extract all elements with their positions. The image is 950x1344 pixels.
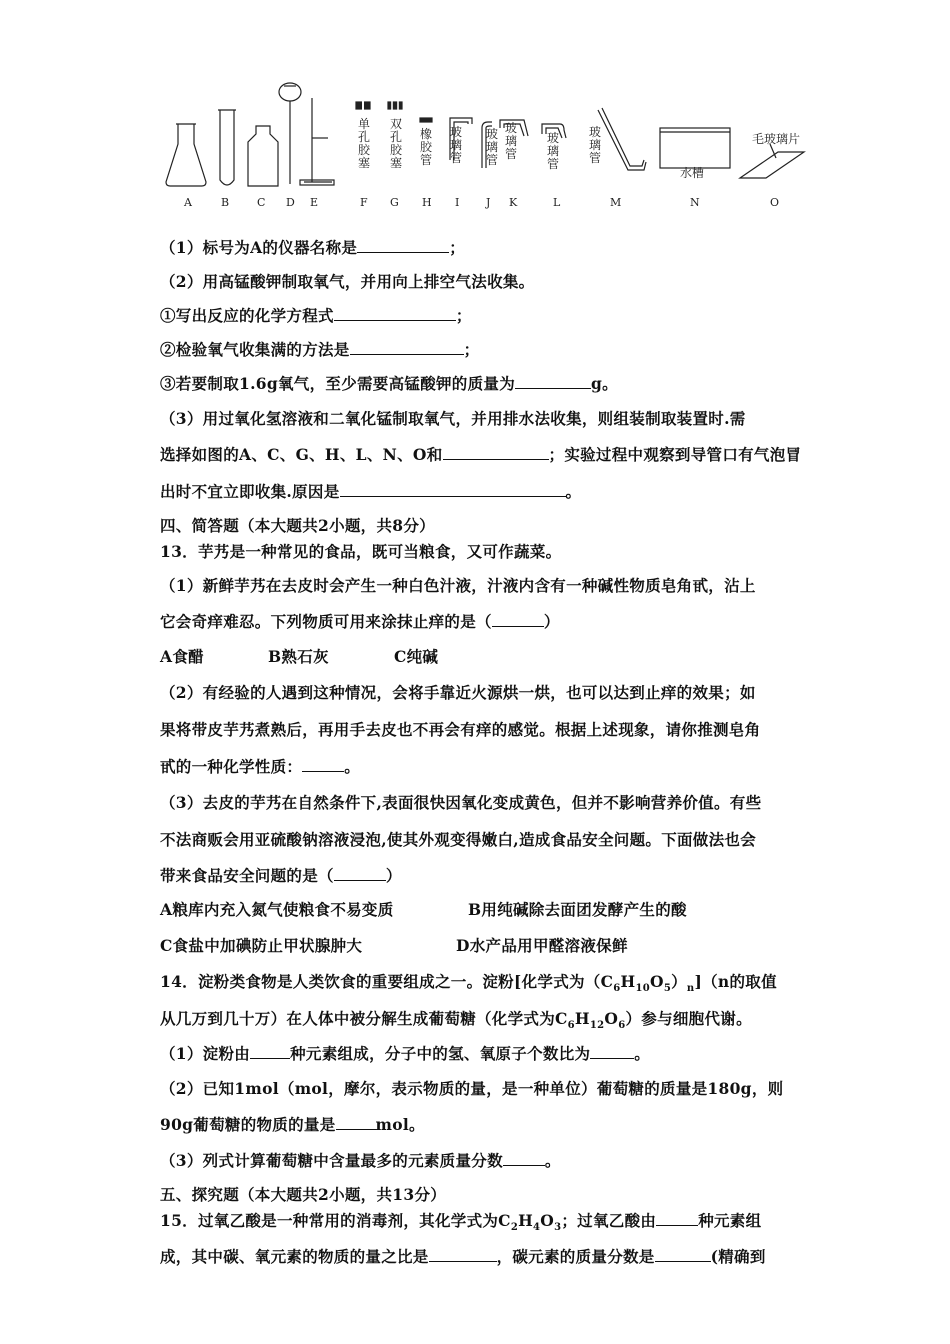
q14-part3: （3）列式计算葡萄糖中含量最多的元素质量分数 。 bbox=[160, 1151, 561, 1170]
answer-blank[interactable] bbox=[429, 1247, 497, 1262]
letter-g: G bbox=[390, 196, 399, 209]
q13-part3-options-cd bbox=[160, 934, 628, 956]
section5-title: 五、探究题（本大题共2小题，共13分） bbox=[160, 1185, 447, 1204]
answer-blank[interactable] bbox=[656, 1211, 698, 1226]
answer-blank[interactable] bbox=[334, 866, 386, 881]
letter-d: D bbox=[286, 196, 295, 209]
label-f: 单孔胶塞 bbox=[357, 117, 370, 170]
q15-line2: 成，其中碳、氧元素的物质的量之比是 ，碳元素的质量分数是 (精确到 bbox=[160, 1247, 766, 1266]
letter-c: C bbox=[257, 196, 266, 209]
single-hole-stopper-icon bbox=[356, 96, 370, 112]
ground-glass-plate-icon bbox=[740, 144, 804, 178]
letter-m: M bbox=[610, 196, 622, 209]
option-b[interactable]: B熟石灰 bbox=[268, 647, 329, 666]
label-g: 双孔胶塞 bbox=[389, 117, 402, 170]
iron-stand-icon bbox=[300, 98, 334, 185]
label-h: 橡胶管 bbox=[419, 127, 432, 167]
q12-part2c: ③若要制取1.6g氧气，至少需要高锰酸钾的质量为 g。 bbox=[160, 374, 618, 393]
label-i: 玻璃管 bbox=[449, 125, 462, 165]
answer-blank[interactable] bbox=[350, 340, 464, 355]
answer-blank[interactable] bbox=[492, 612, 544, 627]
q12-part3-line3: 出时不宜立即收集.原因是 。 bbox=[160, 482, 582, 501]
option-a[interactable]: A粮库内充入氮气使粮食不易变质 bbox=[160, 900, 394, 919]
q13-part3-line3: 带来食品安全问题的是（ ） bbox=[160, 866, 402, 885]
answer-blank[interactable] bbox=[250, 1044, 290, 1059]
q13-part1-line2: 它会奇痒难忍。下列物质可用来涂抹止痒的是（ ） bbox=[160, 612, 560, 631]
q15-line1: 15．过氧乙酸是一种常用的消毒剂，其化学式为$C_2H_4O_3$；过氧乙酸由 种元素组 bbox=[160, 1211, 762, 1234]
q12-part1: （1）标号为A的仪器名称是 ； bbox=[160, 238, 466, 257]
q13-part1-options bbox=[160, 645, 438, 667]
long-funnel-icon bbox=[279, 83, 301, 184]
answer-blank[interactable] bbox=[336, 1115, 376, 1130]
option-a[interactable]: A食醋 bbox=[160, 647, 204, 666]
answer-blank[interactable] bbox=[503, 1151, 545, 1166]
label-n: 水槽 bbox=[680, 166, 705, 180]
answer-blank[interactable] bbox=[340, 482, 566, 497]
label-m: 玻璃管 bbox=[588, 125, 601, 165]
wide-mouth-bottle-icon bbox=[248, 126, 278, 186]
q12-part2a: ①写出反应的化学方程式 ； bbox=[160, 306, 472, 325]
q13-part2-line1: （2）有经验的人遇到这种情况，会将手靠近火源烘一烘，也可以达到止痒的效果；如 bbox=[160, 683, 756, 702]
letter-h: H bbox=[422, 196, 432, 209]
q12-part2: （2）用高锰酸钾制取氧气，并用向上排空气法收集。 bbox=[160, 272, 535, 291]
figure-letters bbox=[160, 196, 832, 212]
q14-part2-line1: （2）已知1mol（mol，摩尔，表示物质的量，是一种单位）葡萄糖的质量是180g，则 bbox=[160, 1079, 784, 1098]
option-c[interactable]: C食盐中加碘防止甲状腺肿大 bbox=[160, 936, 363, 955]
letter-i: I bbox=[455, 196, 460, 209]
letter-j: J bbox=[486, 196, 491, 209]
q13-part2-line3: 甙的一种化学性质： 。 bbox=[160, 757, 361, 776]
option-b[interactable]: B用纯碱除去面团发酵产生的酸 bbox=[468, 900, 687, 919]
answer-blank[interactable] bbox=[334, 306, 456, 321]
answer-blank[interactable] bbox=[302, 757, 344, 772]
q13-part3-line2: 不法商贩会用亚硫酸钠溶液浸泡,使其外观变得嫩白,造成食品安全问题。下面做法也会 bbox=[160, 830, 756, 849]
answer-blank[interactable] bbox=[357, 238, 449, 253]
label-o: 毛玻璃片 bbox=[752, 132, 801, 146]
letter-a: A bbox=[184, 196, 192, 209]
answer-blank[interactable] bbox=[443, 445, 549, 460]
answer-blank[interactable] bbox=[515, 374, 591, 389]
conical-flask-icon bbox=[166, 124, 206, 186]
letter-n: N bbox=[690, 196, 700, 209]
q12-part3-line2: 选择如图的A、C、G、H、L、N、O和 ；实验过程中观察到导管口有气泡冒 bbox=[160, 445, 802, 464]
q12-part3-line1: （3）用过氧化氢溶液和二氧化锰制取氧气，并用排水法收集，则组装制取装置时.需 bbox=[160, 409, 746, 428]
water-trough-icon bbox=[660, 128, 730, 168]
q13-part3-options-ab bbox=[160, 898, 687, 920]
answer-blank[interactable] bbox=[590, 1044, 634, 1059]
section4-title: 四、简答题（本大题共2小题，共8分） bbox=[160, 516, 435, 535]
label-l: 玻璃管 bbox=[546, 131, 559, 171]
letter-e: E bbox=[310, 196, 319, 209]
letter-o: O bbox=[770, 196, 780, 209]
q13-stem: 13．芋艿是一种常见的食品，既可当粮食，又可作蔬菜。 bbox=[160, 542, 562, 561]
q14-stem-line1: 14．淀粉类食物是人类饮食的重要组成之一。淀粉[化学式为$(C_6H_{10}O_5)_n](n$的取值 bbox=[160, 972, 777, 995]
test-tube-icon bbox=[218, 110, 236, 185]
double-hole-stopper-icon bbox=[388, 96, 402, 112]
q13-part1-line1: （1）新鲜芋艿在去皮时会产生一种白色汁液，汁液内含有一种碱性物质皂角甙，沾上 bbox=[160, 576, 756, 595]
letter-f: F bbox=[360, 196, 368, 209]
option-d[interactable]: D水产品用甲醛溶液保鲜 bbox=[456, 936, 628, 955]
option-c[interactable]: C纯碱 bbox=[394, 647, 439, 666]
q14-part1: （1）淀粉由 种元素组成，分子中的氢、氧原子个数比为 。 bbox=[160, 1044, 651, 1063]
glass-tube-long-icon bbox=[598, 108, 646, 170]
letter-l: L bbox=[553, 196, 561, 209]
label-j: 玻璃管 bbox=[485, 127, 498, 167]
letter-k: K bbox=[509, 196, 518, 209]
q14-part2-line2: 90g葡萄糖的物质的量是 mol。 bbox=[160, 1115, 425, 1134]
label-k: 玻璃管 bbox=[504, 121, 517, 161]
apparatus-figure bbox=[160, 78, 832, 218]
letter-b: B bbox=[221, 196, 230, 209]
q13-part3-line1: （3）去皮的芋艿在自然条件下,表面很快因氧化变成黄色，但并不影响营养价值。有些 bbox=[160, 793, 762, 812]
answer-blank[interactable] bbox=[655, 1247, 711, 1262]
q12-part2b: ②检验氧气收集满的方法是 ； bbox=[160, 340, 480, 359]
q13-part2-line2: 果将带皮芋艿煮熟后，再用手去皮也不再会有痒的感觉。根据上述现象，请你推测皂角 bbox=[160, 720, 761, 739]
q14-stem-line2: 从几万到几十万）在人体中被分解生成葡萄糖（化学式为$C_6H_{12}O_6$）参与细胞代谢。 bbox=[160, 1009, 752, 1032]
rubber-tube-icon bbox=[420, 118, 432, 122]
